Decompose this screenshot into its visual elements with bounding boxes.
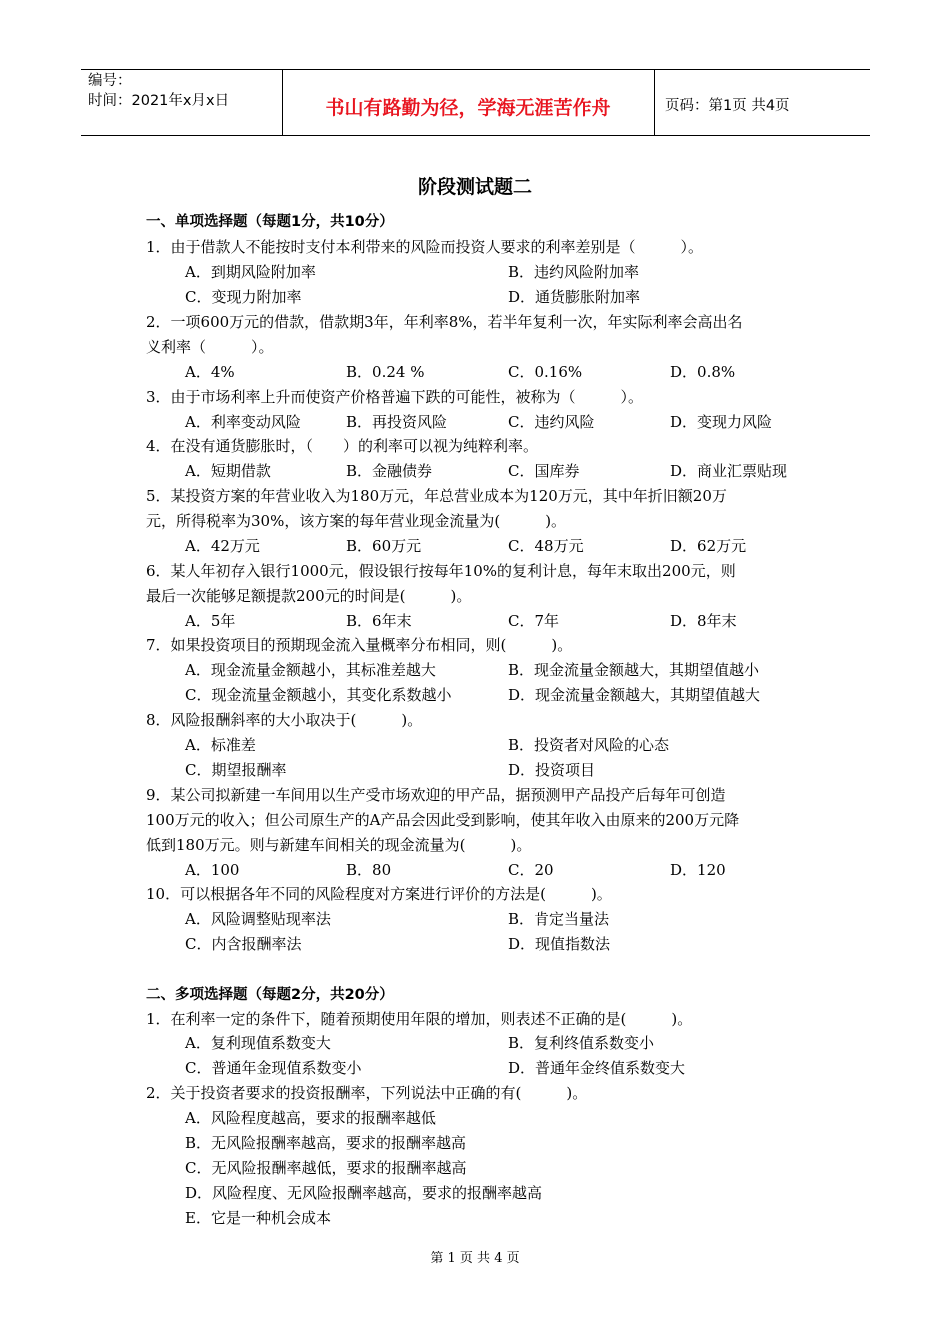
s1-q2-option-b: B．0.24 % xyxy=(346,363,425,381)
s2-q2-option-b: B．无风险报酬率越高，要求的报酬率越高 xyxy=(185,1134,467,1152)
s1-q7-line1: 7．如果投资项目的预期现金流入量概率分布相同，则( )。 xyxy=(146,636,573,654)
s1-q9-option-a: A．100 xyxy=(185,861,240,879)
s1-q8-line1: 8．风险报酬斜率的大小取决于( )。 xyxy=(146,711,423,729)
s1-q2-option-a: A．4% xyxy=(185,363,235,381)
s1-q1-option-b: B．违约风险附加率 xyxy=(508,263,640,281)
s1-q4-option-b: B．金融债券 xyxy=(346,462,433,480)
s1-q9-option-b: B．80 xyxy=(346,861,392,879)
s1-q7-option-d: D．现金流量金额越大，其期望值越大 xyxy=(508,686,761,704)
s1-q3-option-a: A．利率变动风险 xyxy=(185,413,301,431)
header-bottom-rule xyxy=(81,135,870,136)
s1-q5-option-d: D．62万元 xyxy=(670,537,747,555)
s2-q2-option-c: C．无风险报酬率越低，要求的报酬率越高 xyxy=(185,1159,467,1177)
s1-q8-option-a: A．标准差 xyxy=(185,736,256,754)
s1-q2-option-d: D．0.8% xyxy=(670,363,736,381)
s1-q3-line1: 3．由于市场利率上升而使资产价格普遍下跌的可能性，被称为（ ）。 xyxy=(146,388,644,406)
s2-q2-option-a: A．风险程度越高，要求的报酬率越低 xyxy=(185,1109,436,1127)
s1-q6-option-b: B．6年末 xyxy=(346,612,412,630)
page-footer: 第 1 页 共 4 页 xyxy=(430,1251,520,1266)
s1-q5-option-b: B．60万元 xyxy=(346,537,422,555)
s1-q2-line2: 义利率（ ）。 xyxy=(146,338,274,356)
s1-q1-option-d: D．通货膨胀附加率 xyxy=(508,288,641,306)
s1-q7-option-a: A．现金流量金额越小，其标准差越大 xyxy=(185,661,436,679)
s2-q2-option-d: D．风险程度、无风险报酬率越高，要求的报酬率越高 xyxy=(185,1184,543,1202)
s1-q4-option-c: C．国库券 xyxy=(508,462,580,480)
s1-q10-line1: 10．可以根据各年不同的风险程度对方案进行评价的方法是( )。 xyxy=(146,885,612,903)
s1-q2-option-c: C．0.16% xyxy=(508,363,583,381)
s2-q2-option-e: E．它是一种机会成本 xyxy=(185,1209,331,1227)
s1-q1-option-a: A．到期风险附加率 xyxy=(185,263,316,281)
s1-q6-line1: 6．某人年初存入银行1000元，假设银行按每年10%的复利计息，每年末取出200元，则 xyxy=(146,562,736,580)
header-number-label: 编号： xyxy=(88,73,132,89)
s1-q5-option-a: A．42万元 xyxy=(185,537,260,555)
s1-q10-option-d: D．现值指数法 xyxy=(508,935,611,953)
s1-q6-line2: 最后一次能够足额提款200元的时间是( )。 xyxy=(146,587,472,605)
s1-q6-option-d: D．8年末 xyxy=(670,612,737,630)
s1-q5-line1: 5．某投资方案的年营业收入为180万元，年总营业成本为120万元，其中年折旧额20万 xyxy=(146,487,727,505)
s1-q7-option-c: C．现金流量金额越小，其变化系数越小 xyxy=(185,686,452,704)
s2-q1-option-b: B．复利终值系数变小 xyxy=(508,1034,655,1052)
s2-q1-option-a: A．复利现值系数变大 xyxy=(185,1034,331,1052)
s1-q3-option-d: D．变现力风险 xyxy=(670,413,773,431)
s1-q9-line3: 低到180万元。则与新建车间相关的现金流量为( )。 xyxy=(146,836,532,854)
s1-q7-option-b: B．现金流量金额越大，其期望值越小 xyxy=(508,661,760,679)
s1-q3-option-c: C．违约风险 xyxy=(508,413,595,431)
header-meta xyxy=(88,71,229,111)
s1-q6-option-a: A．5年 xyxy=(185,612,236,630)
s2-q1-line1: 1．在利率一定的条件下，随着预期使用年限的增加，则表述不正确的是( )。 xyxy=(146,1010,693,1028)
header-motto: 书山有路勤为径，学海无涯苦作舟 xyxy=(325,97,611,119)
s1-q4-option-d: D．商业汇票贴现 xyxy=(670,462,788,480)
s1-q8-option-d: D．投资项目 xyxy=(508,761,596,779)
s1-q3-option-b: B．再投资风险 xyxy=(346,413,448,431)
section2-heading: 二、多项选择题（每题2分，共20分） xyxy=(146,987,394,1003)
s1-q5-option-c: C．48万元 xyxy=(508,537,584,555)
s1-q8-option-b: B．投资者对风险的心态 xyxy=(508,736,670,754)
s1-q10-option-b: B．肯定当量法 xyxy=(508,910,610,928)
s1-q4-option-a: A．短期借款 xyxy=(185,462,271,480)
s2-q1-option-c: C．普通年金现值系数变小 xyxy=(185,1059,362,1077)
s1-q9-line1: 9．某公司拟新建一车间用以生产受市场欢迎的甲产品，据预测甲产品投产后每年可创造 xyxy=(146,786,726,804)
s1-q1-option-c: C．变现力附加率 xyxy=(185,288,302,306)
s1-q9-option-d: D．120 xyxy=(670,861,726,879)
s1-q4-line1: 4．在没有通货膨胀时，（ ）的利率可以视为纯粹利率。 xyxy=(146,437,539,455)
s1-q1-line1: 1．由于借款人不能按时支付本利带来的风险而投资人要求的利率差别是（ ）。 xyxy=(146,238,704,256)
s1-q2-line1: 2．一项600万元的借款，借款期3年，年利率8%，若半年复利一次，年实际利率会高出名 xyxy=(146,313,743,331)
s1-q9-option-c: C．20 xyxy=(508,861,554,879)
s1-q6-option-c: C．7年 xyxy=(508,612,560,630)
page-title: 阶段测试题二 xyxy=(417,176,532,198)
s2-q2-line1: 2．关于投资者要求的投资报酬率，下列说法中正确的有( )。 xyxy=(146,1084,588,1102)
s1-q10-option-c: C．内含报酬率法 xyxy=(185,935,302,953)
s1-q8-option-c: C．期望报酬率 xyxy=(185,761,287,779)
section1-heading: 一、单项选择题（每题1分，共10分） xyxy=(146,214,394,230)
header-divider-right xyxy=(654,69,655,135)
header-page-info: 页码：第1页 共4页 xyxy=(665,98,790,114)
s1-q9-line2: 100万元的收入；但公司原生产的A产品会因此受到影响，使其年收入由原来的200万元降 xyxy=(146,811,740,829)
s1-q10-option-a: A．风险调整贴现率法 xyxy=(185,910,331,928)
header-top-rule xyxy=(81,69,870,70)
s2-q1-option-d: D．普通年金终值系数变大 xyxy=(508,1059,686,1077)
s1-q5-line2: 元，所得税率为30%，该方案的每年营业现金流量为( )。 xyxy=(146,512,567,530)
header-time-label: 时间：2021年x月x日 xyxy=(88,93,230,109)
